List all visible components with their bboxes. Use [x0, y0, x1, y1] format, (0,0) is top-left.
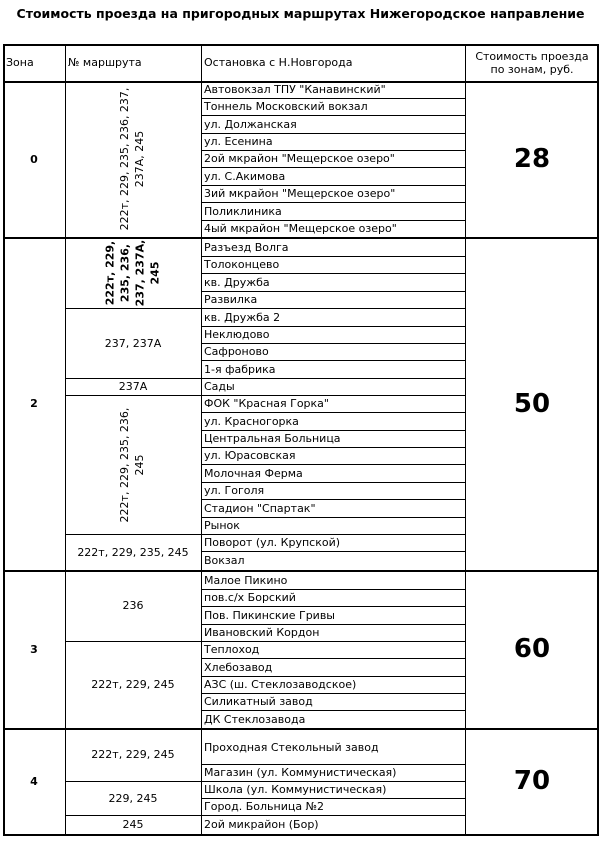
route-label-rotated: [118, 407, 148, 522]
stop-divider: [201, 395, 465, 396]
stop-divider: [201, 589, 465, 590]
stop-name: ул. Должанская: [204, 117, 297, 131]
header-price: Стоимость проезда по зонам, руб.: [475, 49, 589, 76]
header-stop: Остановка с Н.Новгорода: [204, 56, 353, 69]
stop-name: Теплоход: [204, 643, 260, 656]
column-border: [597, 44, 599, 834]
stop-name: Проходная Стекольный завод: [204, 740, 379, 754]
column-border: [201, 44, 202, 834]
stop-name: Тоннель Московский вокзал: [204, 100, 368, 113]
stop-name: Город. Больница №2: [204, 800, 325, 813]
route-divider: [65, 395, 201, 396]
stop-divider: [201, 447, 465, 448]
route-group: 236: [122, 599, 144, 612]
stop-name: 1-я фабрика: [204, 362, 276, 376]
stop-name: кв. Дружба 2: [204, 310, 281, 324]
stop-name: пов.с/х Борский: [204, 591, 296, 604]
route-group: 237А: [118, 380, 148, 393]
route-label-rotated: [103, 239, 162, 306]
stop-divider: [201, 291, 465, 292]
route-label-line: 222т, 229, 235, 236, 237,: [118, 87, 132, 231]
stop-divider: [201, 326, 465, 327]
stop-divider: [201, 412, 465, 413]
route-group: 229, 245: [108, 791, 158, 805]
stop-divider: [201, 256, 465, 257]
stop-name: АЗС (ш. Стеклозаводское): [204, 678, 357, 691]
stop-name: Поликлиника: [204, 204, 282, 218]
page-title: Стоимость проезда на пригородных маршрутах Нижегородское направление: [16, 6, 585, 21]
zone-number: 3: [30, 642, 38, 656]
route-group: [65, 395, 201, 534]
table-top-border: [3, 44, 599, 46]
stop-name: Разъезд Волга: [204, 241, 289, 254]
stop-divider: [201, 624, 465, 625]
stop-divider: [201, 499, 465, 500]
stop-divider: [201, 676, 465, 677]
route-divider: [65, 815, 201, 816]
stop-name: Поворот (ул. Крупской): [204, 536, 341, 549]
stop-divider: [201, 798, 465, 799]
stop-divider: [201, 202, 465, 203]
stop-divider: [201, 641, 465, 642]
stop-name: ул. Красногорка: [204, 414, 299, 428]
route-label-line: 235, 236,: [118, 243, 132, 302]
route-group: 222т, 229, 245: [91, 748, 175, 761]
stop-divider: [201, 551, 465, 552]
stop-name: Школа (ул. Коммунистическая): [204, 783, 387, 796]
stop-name: Неклюдово: [204, 328, 270, 341]
stop-divider: [201, 482, 465, 483]
stop-name: Вокзал: [204, 554, 245, 567]
column-border: [465, 44, 466, 834]
stop-name: кв. Дружба: [204, 275, 270, 289]
stop-divider: [201, 115, 465, 116]
stop-divider: [201, 464, 465, 465]
stop-name: Центральная Больница: [204, 432, 341, 445]
route-group: [65, 237, 201, 308]
route-label-line: 222т, 229, 235, 236,: [118, 407, 132, 522]
stop-name: 3ий мкрайон "Мещерское озеро": [204, 187, 396, 200]
stop-name: Хлебозавод: [204, 660, 273, 674]
stop-name: Сафроново: [204, 345, 269, 358]
stop-divider: [201, 343, 465, 344]
stop-divider: [201, 517, 465, 518]
route-group: 222т, 229, 235, 245: [77, 545, 189, 559]
zone-price: 60: [513, 634, 551, 664]
zone-price: 70: [513, 766, 551, 796]
stop-name: ул. С.Акимова: [204, 169, 286, 183]
zone-price: 50: [513, 388, 551, 419]
stop-divider: [201, 815, 465, 816]
route-group: 237, 237А: [104, 336, 162, 350]
header-zone: Зона: [6, 56, 34, 69]
stop-divider: [201, 606, 465, 607]
route-group: 222т, 229, 245: [91, 678, 175, 691]
stop-name: Развилка: [204, 293, 258, 306]
route-divider: [65, 378, 201, 379]
stop-name: 2ой микрайон (Бор): [204, 818, 319, 831]
stop-name: ул. Юрасовская: [204, 449, 296, 462]
route-label-line: 237, 237А,: [133, 239, 146, 306]
stop-name: 2ой мкрайон "Мещерское озеро": [204, 152, 395, 165]
stop-divider: [201, 360, 465, 361]
route-group: 245: [122, 818, 144, 831]
stop-name: Пов. Пикинские Гривы: [204, 608, 335, 622]
stop-divider: [201, 378, 465, 379]
stop-divider: [201, 710, 465, 711]
zone-divider: [3, 834, 599, 836]
route-label-line: 237А, 245: [133, 130, 146, 188]
stop-name: Магазин (ул. Коммунистическая): [204, 766, 397, 779]
header-route: № маршрута: [68, 56, 142, 69]
stop-divider: [201, 534, 465, 535]
stop-divider: [201, 220, 465, 221]
route-group: [65, 81, 201, 237]
stop-divider: [201, 133, 465, 134]
route-label-line: 222т, 229,: [103, 240, 117, 305]
route-divider: [65, 534, 201, 535]
stop-name: Стадион "Спартак": [204, 501, 316, 515]
stop-name: Толоконцево: [204, 258, 280, 271]
column-border: [65, 44, 66, 834]
stop-divider: [201, 308, 465, 309]
stop-name: Сады: [204, 380, 235, 393]
stop-divider: [201, 150, 465, 151]
stop-name: Рынок: [204, 519, 240, 532]
stop-divider: [201, 98, 465, 99]
route-label-rotated: [118, 88, 148, 231]
stop-divider: [201, 167, 465, 168]
stop-name: Молочная Ферма: [204, 466, 303, 480]
route-divider: [65, 781, 201, 782]
stop-divider: [201, 693, 465, 694]
header-bottom-border: [3, 81, 599, 83]
stop-divider: [201, 781, 465, 782]
stop-name: ул. Есенина: [204, 135, 273, 148]
stop-name: 4ый мкрайон "Мещерское озеро": [204, 222, 397, 235]
stop-name: Силикатный завод: [204, 695, 313, 708]
stop-name: Автовокзал ТПУ "Канавинский": [204, 83, 386, 96]
stop-divider: [201, 764, 465, 765]
route-label-line: 245: [133, 454, 146, 475]
zone-price: 28: [513, 144, 551, 174]
zone-number: 4: [30, 774, 38, 788]
route-divider: [65, 308, 201, 309]
zone-number: 2: [30, 397, 38, 410]
stop-name: Малое Пикино: [204, 574, 288, 587]
zone-number: 0: [30, 152, 38, 166]
column-border: [3, 44, 5, 834]
route-label-line: 245: [147, 261, 161, 284]
stop-name: ул. Гоголя: [204, 484, 265, 497]
stop-divider: [201, 658, 465, 659]
stop-name: Ивановский Кордон: [204, 626, 320, 639]
stop-divider: [201, 185, 465, 186]
stop-name: ФОК "Красная Горка": [204, 397, 329, 410]
route-divider: [65, 641, 201, 642]
fare-table: [3, 44, 599, 844]
stop-divider: [201, 273, 465, 274]
stop-name: ДК Стеклозавода: [204, 712, 306, 726]
stop-divider: [201, 430, 465, 431]
